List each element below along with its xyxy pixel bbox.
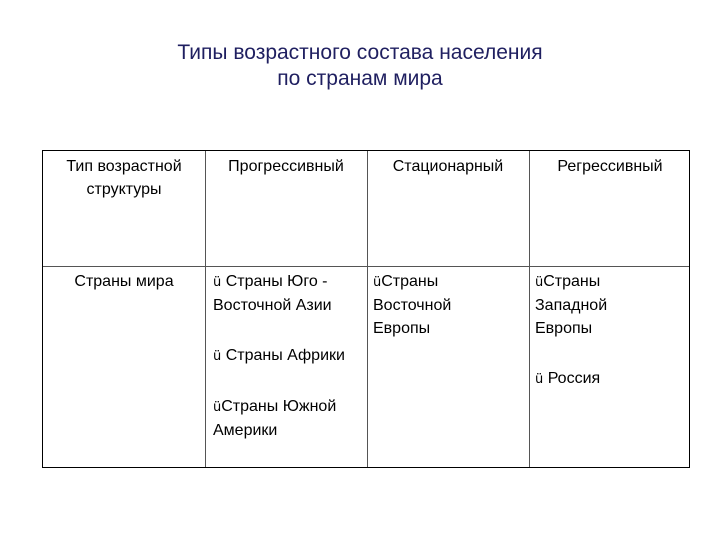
list-item: üСтраны Западной Европы [535, 273, 608, 337]
check-icon: ü [373, 275, 382, 290]
check-icon: ü [213, 275, 222, 290]
list-item: üСтраны Восточной Европы [373, 273, 452, 337]
column-divider [367, 151, 368, 467]
cell-progressive [213, 270, 363, 442]
list-item: ü Россия [535, 370, 601, 387]
check-icon: ü [213, 400, 222, 415]
check-icon: ü [535, 372, 544, 387]
row-label-countries: Страны мира [74, 273, 174, 290]
title-line-1: Типы возрастного состава населения [177, 41, 543, 64]
title-line-2: по странам мира [277, 67, 443, 90]
row-divider [43, 266, 689, 267]
check-icon: ü [535, 275, 544, 290]
slide-title [0, 40, 720, 92]
column-divider [529, 151, 530, 467]
cell-stationary [373, 270, 483, 340]
list-item: ü Страны Африки [213, 347, 345, 364]
header-stationary: Стационарный [392, 158, 504, 175]
cell-regressive [535, 270, 635, 391]
column-divider [205, 151, 206, 467]
check-icon: ü [213, 349, 222, 364]
header-regressive: Регрессивный [557, 158, 663, 175]
age-structure-table [42, 150, 690, 468]
header-row-label [51, 155, 197, 201]
list-item: üСтраны Южной Америки [213, 398, 337, 439]
header-type-label: Тип возрастной структуры [66, 158, 182, 198]
header-progressive: Прогрессивный [228, 158, 344, 175]
list-item: ü Страны Юго - Восточной Азии [213, 273, 332, 314]
